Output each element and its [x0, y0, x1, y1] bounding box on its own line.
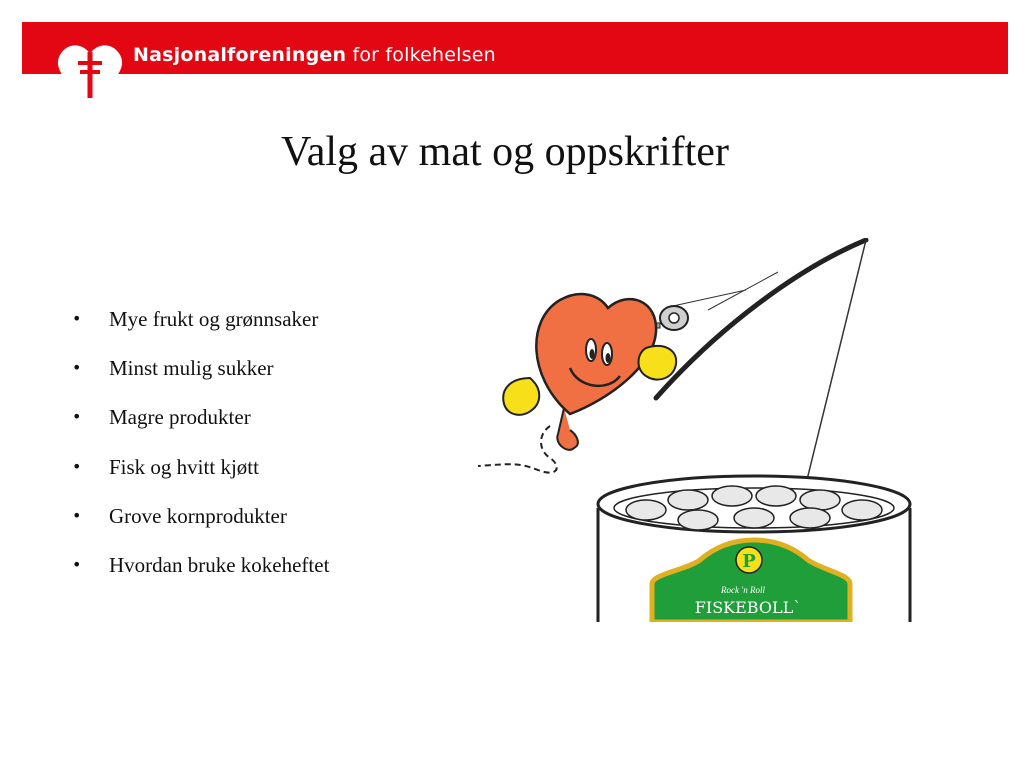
list-item: • Mye frukt og grønnsaker — [72, 307, 319, 331]
can-label-main: FISKEBOLL` — [694, 598, 802, 617]
list-item: • Grove kornprodukter — [72, 503, 287, 528]
list-item: • Fisk og hvitt kjøtt — [72, 454, 259, 479]
heart-cross-logo — [50, 40, 130, 104]
list-item: • Hvordan bruke kokeheftet — [72, 552, 330, 577]
fishball-can-icon — [598, 476, 910, 622]
heart-character-icon — [478, 294, 676, 473]
can-label-small: Rock 'n Roll — [721, 585, 765, 595]
list-item: • Minst mulig sukker — [72, 356, 274, 381]
can-badge-letter: P — [742, 551, 756, 572]
organization-name: Nasjonalforeningen for folkehelsen — [133, 44, 496, 66]
slide-title: Valg av mat og oppskrifter — [281, 129, 729, 175]
list-item: • Magre produkter — [72, 405, 251, 430]
fishing-heart-illustration — [478, 238, 918, 622]
bullet-list — [72, 304, 329, 599]
